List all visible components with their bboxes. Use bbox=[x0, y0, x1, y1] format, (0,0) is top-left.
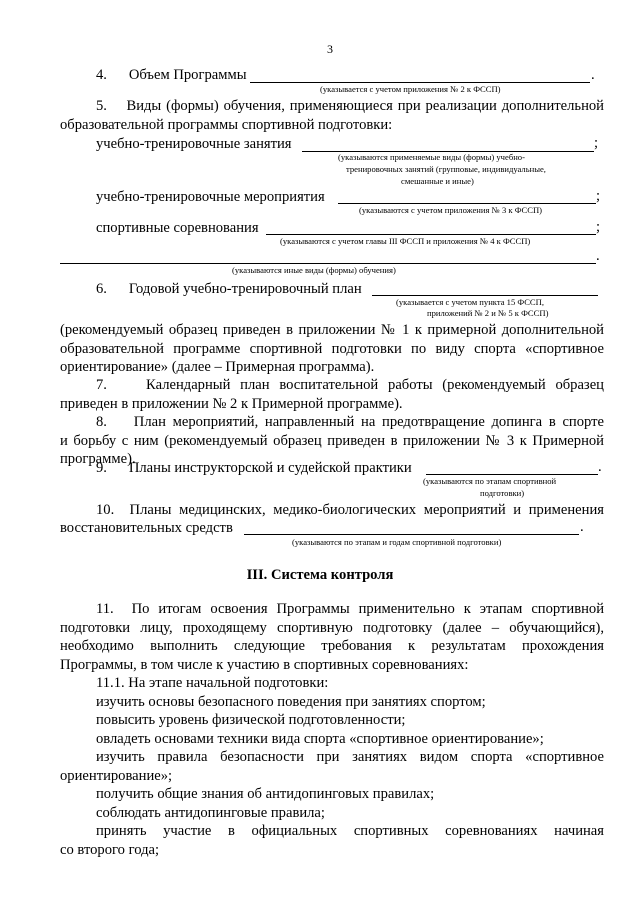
item-5-d-end: . bbox=[596, 248, 600, 264]
item-6-fill-line bbox=[372, 295, 598, 296]
item-5-c-note: (указываются с учетом главы III ФССП и приложения № 4 к ФССП) bbox=[280, 236, 531, 246]
item-5-a-label: учебно-тренировочные занятия bbox=[96, 136, 292, 152]
item-9-note2: подготовки) bbox=[480, 488, 525, 498]
item-10-end: . bbox=[580, 519, 584, 535]
list-item: получить общие знания об антидопинговых правилах; bbox=[96, 786, 435, 802]
paragraph-11-line3: необходимо выполнить следующие требования к результатам прохождения bbox=[60, 638, 604, 654]
item-9-text: 9. Планы инструкторской и судейской практики bbox=[96, 460, 412, 476]
list-item: изучить основы безопасного поведения при занятиях спортом; bbox=[96, 694, 486, 710]
item-5-b-semi: ; bbox=[596, 188, 601, 204]
item-10-line2: восстановительных средств bbox=[60, 520, 233, 536]
item-7-line1: 7. Календарный план воспитательной работы (рекомендуемый образец bbox=[96, 377, 604, 393]
item-5-a-note2: тренировочных занятий (групповые, индивидуальные, bbox=[346, 164, 546, 174]
paragraph-11-line2: подготовки лицу, проходящему спортивную подготовку (далее – обучающийся), bbox=[60, 620, 604, 636]
item-9-fill-line bbox=[426, 474, 598, 475]
list-item: овладеть основами техники вида спорта «спортивное ориентирование»; bbox=[96, 731, 544, 747]
item-6-line4: ориентирование» (далее – Примерная программа). bbox=[60, 359, 375, 375]
item-6-note1: (указывается с учетом пункта 15 ФССП, bbox=[396, 297, 545, 307]
item-5-d-fill-line bbox=[60, 263, 596, 264]
item-5-a-semi: ; bbox=[594, 135, 599, 151]
item-6-line3: образовательной программе спортивной подготовки по виду спорта «спортивное bbox=[60, 341, 604, 357]
item-5-c-fill-line bbox=[266, 234, 596, 235]
item-4-fill-line bbox=[250, 82, 590, 83]
list-item: соблюдать антидопинговые правила; bbox=[96, 805, 325, 821]
item-8-line2: и борьбу с ним (рекомендуемый образец приведен в приложении № 3 к Примерной bbox=[60, 433, 604, 449]
item-5-b-fill-line bbox=[338, 203, 596, 204]
item-9-note1: (указываются по этапам спортивной bbox=[423, 476, 557, 486]
item-10-line1: 10. Планы медицинских, медико-биологических мероприятий и применения bbox=[96, 502, 604, 518]
item-10-fill-line bbox=[244, 534, 579, 535]
paragraph-11-line4: Программы, в том числе к участию в спортивных соревнованиях: bbox=[60, 657, 469, 673]
item-4-end: . bbox=[591, 67, 595, 83]
item-5-b-label: учебно-тренировочные мероприятия bbox=[96, 189, 325, 205]
list-item: принять участие в официальных спортивных соревнованиях начиная bbox=[96, 823, 604, 839]
subsection-11-1: 11.1. На этапе начальной подготовки: bbox=[96, 675, 329, 691]
item-7-line2: приведен в приложении № 2 к Примерной программе). bbox=[60, 396, 403, 412]
section-3-heading: III. Система контроля bbox=[246, 567, 394, 583]
item-6-note2: приложений № 2 и № 5 к ФССП) bbox=[427, 308, 549, 318]
item-5-d-note: (указываются иные виды (формы) обучения) bbox=[232, 265, 396, 275]
list-item-continuation: ориентирование»; bbox=[60, 768, 173, 784]
item-4-note: (указывается с учетом приложения № 2 к ФССП) bbox=[320, 84, 501, 94]
item-9-end: . bbox=[598, 459, 602, 475]
item-8-line3: программе). bbox=[60, 451, 136, 467]
list-item-continuation: со второго года; bbox=[60, 842, 160, 858]
page-number: 3 bbox=[327, 42, 333, 56]
item-5-a-note3: смешанные и иные) bbox=[401, 176, 474, 186]
item-8-line1: 8. План мероприятий, направленный на предотвращение допинга в спорте bbox=[96, 414, 604, 430]
item-5-c-semi: ; bbox=[596, 219, 601, 235]
item-4-text: 4. Объем Программы bbox=[96, 67, 247, 83]
item-10-note: (указываются по этапам и годам спортивной подготовки) bbox=[292, 537, 502, 547]
item-5-b-note: (указываются с учетом приложения № 3 к ФССП) bbox=[359, 205, 543, 215]
item-6-line2: (рекомендуемый образец приведен в приложении № 1 к примерной дополнительной bbox=[60, 322, 604, 338]
item-5-line2: образовательной программы спортивной подготовки: bbox=[60, 117, 393, 133]
item-5-a-note1: (указываются применяемые виды (формы) учебно- bbox=[338, 152, 525, 162]
paragraph-11-line1: 11. По итогам освоения Программы применительно к этапам спортивной bbox=[96, 601, 604, 617]
item-6-text: 6. Годовой учебно-тренировочный план bbox=[96, 281, 362, 297]
item-5-c-label: спортивные соревнования bbox=[96, 220, 259, 236]
list-item: повысить уровень физической подготовленности; bbox=[96, 712, 406, 728]
list-item: изучить правила безопасности при занятиях видом спорта «спортивное bbox=[96, 749, 604, 765]
item-5-line1: 5. Виды (формы) обучения, применяющиеся при реализации дополнительной bbox=[96, 98, 604, 114]
